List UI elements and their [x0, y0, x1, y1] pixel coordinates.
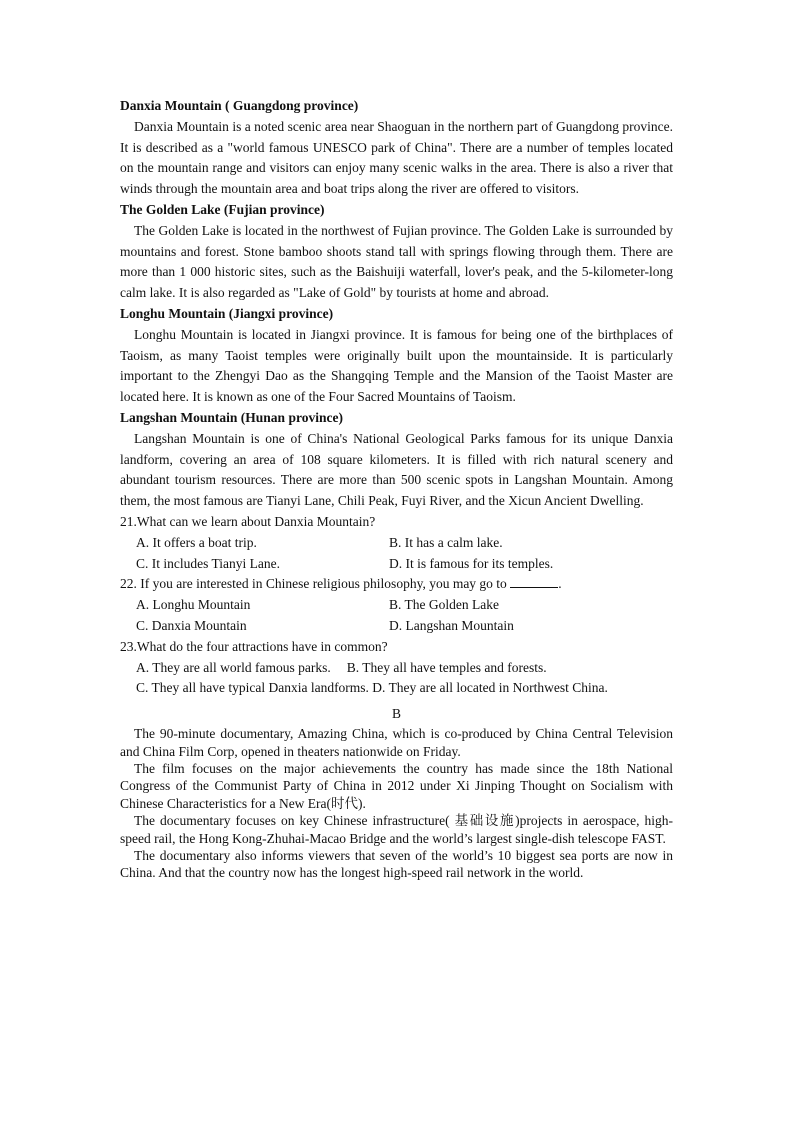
section-body: The Golden Lake is located in the northwest of Fujian province. The Golden Lake is surrounded by mountains and forest. Stone bamboo shoots stand tall with springs flowing through them. There are more than 1 000 historic sites, such as the Baishuiji waterfall, lover's peak, and the 5-kilometer-long calm lake. It is also regarded as "Lake of Gold" by tourists at home and abroad. — [120, 222, 673, 301]
passage-b — [120, 703, 673, 882]
question-stem-text: 22. If you are interested in Chinese religious philosophy, you may go to — [120, 576, 507, 592]
option-d: D. Langshan Mountain — [389, 617, 514, 633]
section-golden-lake — [120, 200, 673, 304]
option-row — [120, 533, 673, 554]
section-longhu — [120, 304, 673, 408]
section-title: Langshan Mountain (Hunan province) — [120, 409, 343, 425]
section-body: Longhu Mountain is located in Jiangxi province. It is famous for being one of the birthplaces of Taoism, as many Taoist temples were originally built upon the mountainside. It is particularly important to the Zhengyi Dao as the Shangqing Temple and the Mansion of the Taoist Master are located here. It is known as one of the Four Sacred Mountains of Taoism. — [120, 326, 673, 405]
section-title: Longhu Mountain (Jiangxi province) — [120, 305, 334, 321]
section-danxia — [120, 96, 673, 200]
answer-blank — [510, 575, 558, 588]
passage-paragraph: The 90-minute documentary, Amazing China, which is co-produced by China Central Television and China Film Corp, opened in theaters nationwide on Friday. — [120, 726, 673, 759]
option-a: A. They are all world famous parks. — [136, 659, 331, 675]
option-a: A. Longhu Mountain — [136, 597, 251, 613]
document-page — [120, 96, 673, 882]
option-c: C. It includes Tianyi Lane. — [136, 555, 280, 571]
question-23 — [120, 637, 673, 699]
option-c: C. Danxia Mountain — [136, 617, 247, 633]
option-row — [120, 595, 673, 616]
passage-paragraph: The film focuses on the major achievements the country has made since the 18th National Congress of the Communist Party of China in 2012 under Xi Jinping Thought on Socialism with Chinese Characteristics for a New Era(时代). — [120, 760, 673, 811]
question-stem — [120, 574, 673, 595]
section-langshan — [120, 408, 673, 512]
option-row — [120, 554, 673, 575]
section-title: Danxia Mountain ( Guangdong province) — [120, 98, 359, 113]
passage-label: B — [391, 706, 401, 722]
option-b: B. They all have temples and forests. — [346, 659, 547, 675]
option-row — [120, 658, 673, 679]
question-stem: 23.What do the four attractions have in common? — [120, 638, 388, 654]
question-stem-end: . — [558, 576, 562, 592]
option-a: A. It offers a boat trip. — [136, 534, 257, 550]
section-body: Langshan Mountain is one of China's National Geological Parks famous for its unique Danxia landform, covering an area of 108 square kilometers. It is filled with rich natural scenery and abundant tourism resources. There are more than 500 scenic spots in Langshan Mountain. Among them, the most famous are Tianyi Lane, Chili Peak, Fuyi River, and the Xicun Ancient Dwelling. — [120, 430, 673, 509]
option-row — [120, 616, 673, 637]
section-title: The Golden Lake (Fujian province) — [120, 201, 325, 217]
option-cd: C. They all have typical Danxia landforms. D. They are all located in Northwest China. — [136, 680, 608, 696]
question-21 — [120, 512, 673, 574]
option-b: B. It has a calm lake. — [389, 534, 503, 550]
option-d: D. It is famous for its temples. — [389, 555, 554, 571]
passage-paragraph: The documentary also informs viewers that seven of the world’s 10 biggest sea ports are now in China. And that the country now has the longest high-speed rail network in the world. — [120, 847, 673, 881]
question-22 — [120, 574, 673, 636]
option-b: B. The Golden Lake — [389, 597, 499, 613]
question-stem: 21.What can we learn about Danxia Mountain? — [120, 513, 376, 529]
section-body: Danxia Mountain is a noted scenic area near Shaoguan in the northern part of Guangdong province. It is described as a "world famous UNESCO park of China". There are a number of temples located on the mountain range and visitors can enjoy many scenic walks in the area. There is also a river that winds through the mountain area and boat trips along the river are offered to visitors. — [120, 118, 673, 197]
passage-paragraph: The documentary focuses on key Chinese infrastructure( 基础设施)projects in aerospace, high-speed rail, the Hong Kong-Zhuhai-Macao Bridge and the world’s largest single-dish telescope FAST. — [120, 813, 673, 846]
